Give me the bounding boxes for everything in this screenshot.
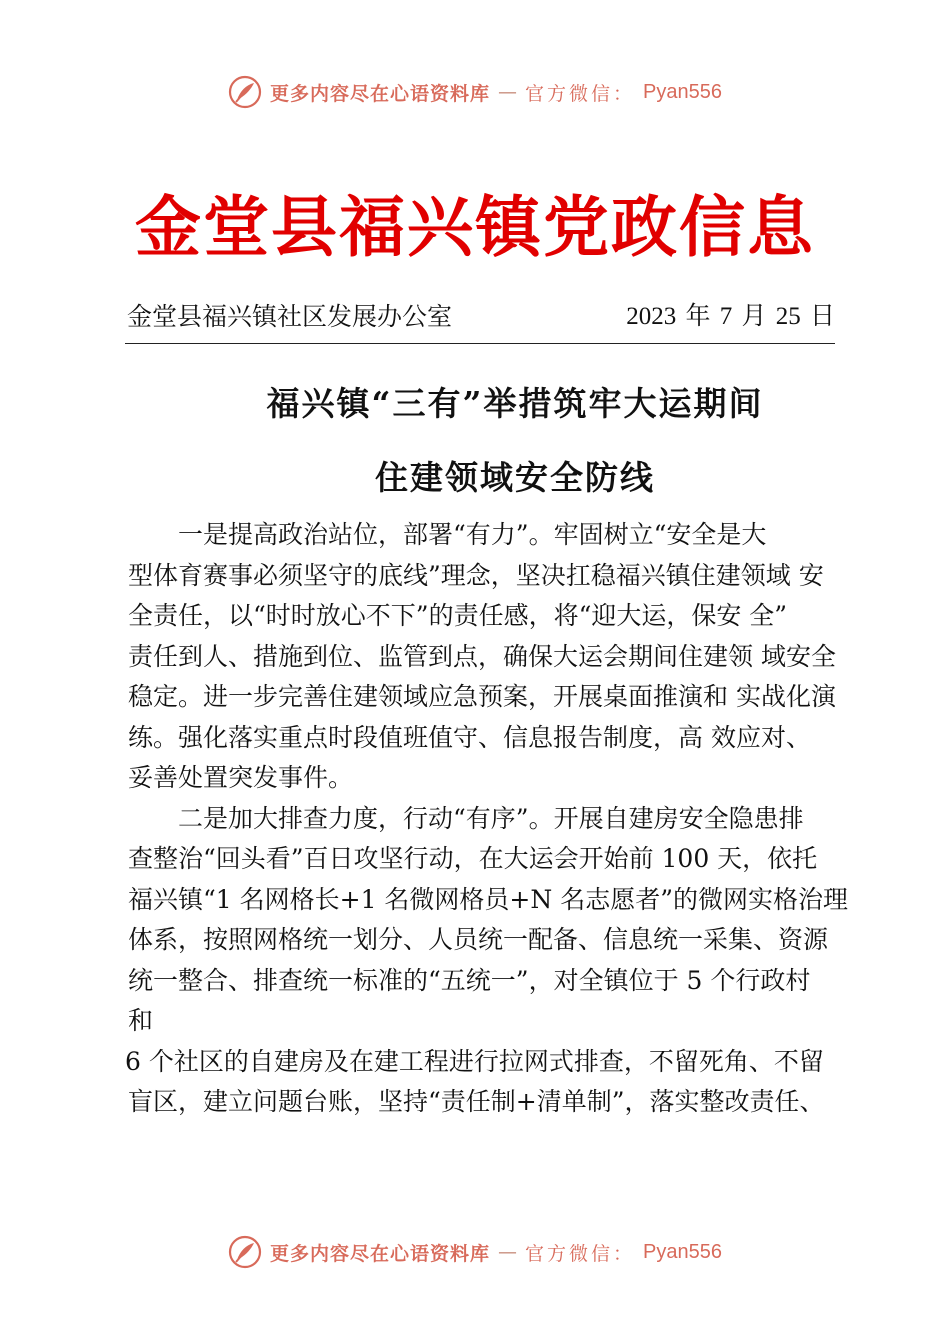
body-line: 稳定。进一步完善住建领域应急预案，开展桌面推演和 实战化演 xyxy=(128,682,836,711)
watermark-wechat-id: Pyan556 xyxy=(643,1240,722,1263)
issue-date: 2023 年 7 月 25 日 xyxy=(626,303,835,330)
issuer-row xyxy=(127,298,835,336)
masthead-title: 金堂县福兴镇党政信息 xyxy=(135,188,815,266)
watermark-wechat-id: Pyan556 xyxy=(643,80,722,103)
body-line: 全责任，以“时时放心不下”的责任感，将“迎大运，保安 全” xyxy=(128,601,788,630)
watermark-separator: — xyxy=(498,1241,518,1263)
body-line: 二是加大排查力度，行动“有序”。开展自建房安全隐患排 xyxy=(178,803,804,833)
body-line: 福兴镇“1 名网格长+1 名微网格员+N 名志愿者”的微网实格治理 xyxy=(128,884,848,914)
headline-line-1: 福兴镇“三有”举措筑牢大运期间 xyxy=(266,384,764,423)
body-line: 型体育赛事必须坚守的底线”理念，坚决扛稳福兴镇住建领域 安 xyxy=(128,560,824,590)
body-line: 6 个社区的自建房及在建工程进行拉网式排查，不留死角、不留 xyxy=(125,1046,824,1076)
watermark-header xyxy=(0,72,950,112)
watermark-text: 更多内容尽在心语资料库 xyxy=(270,82,491,105)
watermark-label: 官方微信： xyxy=(525,1242,636,1265)
issuer-office: 金堂县福兴镇社区发展办公室 xyxy=(127,302,453,331)
watermark-label: 官方微信： xyxy=(525,82,636,105)
body-line: 体系，按照网格统一划分、人员统一配备、信息统一采集、资源 xyxy=(128,925,829,954)
watermark-footer xyxy=(0,1232,950,1272)
headline-line-2: 住建领域安全防线 xyxy=(375,458,655,497)
watermark-text: 更多内容尽在心语资料库 xyxy=(270,1242,491,1265)
feather-logo-icon xyxy=(228,75,262,109)
feather-logo-icon xyxy=(228,1235,262,1269)
body-line: 一是提高政治站位，部署“有力”。牢固树立“安全是大 xyxy=(178,520,767,549)
article-body xyxy=(125,515,858,1123)
body-line: 练。强化落实重点时段值班值守、信息报告制度，高 效应对、 xyxy=(128,722,811,752)
watermark-separator: — xyxy=(498,81,518,103)
body-line: 统一整合、排查统一标准的“五统一”，对全镇位于 5 个行政村 xyxy=(128,965,811,995)
body-line: 责任到人、措施到位、监管到点，确保大运会期间住建领 域安全 xyxy=(128,641,836,671)
body-line: 妥善处置突发事件。 xyxy=(128,763,354,792)
header-divider xyxy=(125,343,835,344)
body-line: 和 xyxy=(128,1006,154,1035)
body-line: 查整治“回头看”百日攻坚行动，在大运会开始前 100 天，依托 xyxy=(128,844,818,873)
body-line: 盲区，建立问题台账，坚持“责任制+清单制”，落实整改责任、 xyxy=(128,1087,825,1116)
